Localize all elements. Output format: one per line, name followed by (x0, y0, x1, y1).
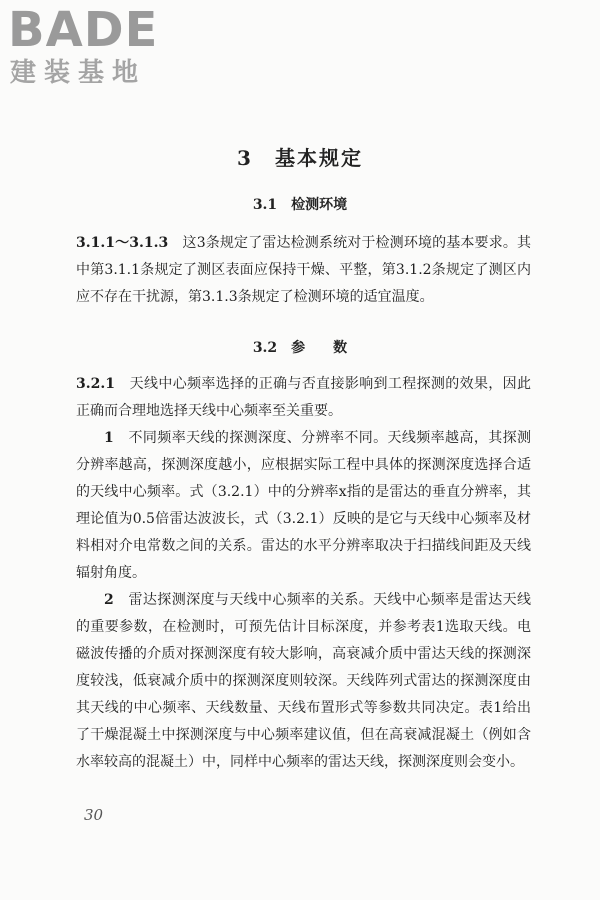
clause-number: 3.2.1 (76, 376, 115, 392)
paragraph-item-1 (76, 425, 531, 587)
chapter-title: 3 基本规定 (237, 146, 363, 170)
paragraph-text: 天线中心频率选择的正确与否直接影响到工程探测的效果，因此正确而合理地选择天线中心频率至关重要。 (76, 376, 531, 419)
logo-wordmark: BADE (8, 2, 159, 58)
item-number: 1 (104, 430, 114, 446)
logo-subtitle: 建装基地 (10, 58, 147, 88)
bade-logo (8, 4, 178, 94)
paragraph-text: 不同频率天线的探测深度、分辨率不同。天线频率越高，其探测分辨率越高，探测深度越小，应根据实际工程中具体的探测深度选择合适的天线中心频率。式（3.2.1）中的分辨率x指的是雷达的垂直分辨率，其理论值为0.5倍雷达波波长，式（3.2.1）反映的是它与天线中心频率及材料相对介电常数之间的关系。雷达的水平分辨率取决于扫描线间距及天线辐射角度。 (76, 430, 531, 581)
item-number: 2 (104, 592, 114, 608)
clause-number: 3.1.1～3.1.3 (76, 235, 169, 251)
section-title-3-1: 3.1 检测环境 (252, 197, 348, 213)
paragraph-text: 这3条规定了雷达检测系统对于检测环境的基本要求。其中第3.1.1条规定了测区表面应保持干燥、平整，第3.1.2条规定了测区内应不存在干扰源，第3.1.3条规定了检测环境的适宜温度。 (76, 235, 532, 305)
paragraph-3-2-1 (76, 371, 531, 425)
paragraph-text: 雷达探测深度与天线中心频率的关系。天线中心频率是雷达天线的重要参数，在检测时，可预先估计目标深度，并参考表1选取天线。电磁波传播的介质对探测深度有较大影响，高衰减介质中雷达天线的探测深度较浅，低衰减介质中的探测深度则较深。天线阵列式雷达的探测深度由其天线的中心频率、天线数量、天线布置形式等参数共同决定。表1给出了干燥混凝土中探测深度与中心频率建议值，但在高衰减混凝土（例如含水率较高的混凝土）中，同样中心频率的雷达天线，探测深度则会变小。 (76, 592, 531, 770)
paragraph-item-2 (76, 587, 531, 776)
section-title-3-2: 3.2 参 数 (252, 340, 348, 356)
page-number: 30 (84, 806, 104, 824)
paragraph-3-1-1-to-3-1-3 (76, 230, 531, 311)
